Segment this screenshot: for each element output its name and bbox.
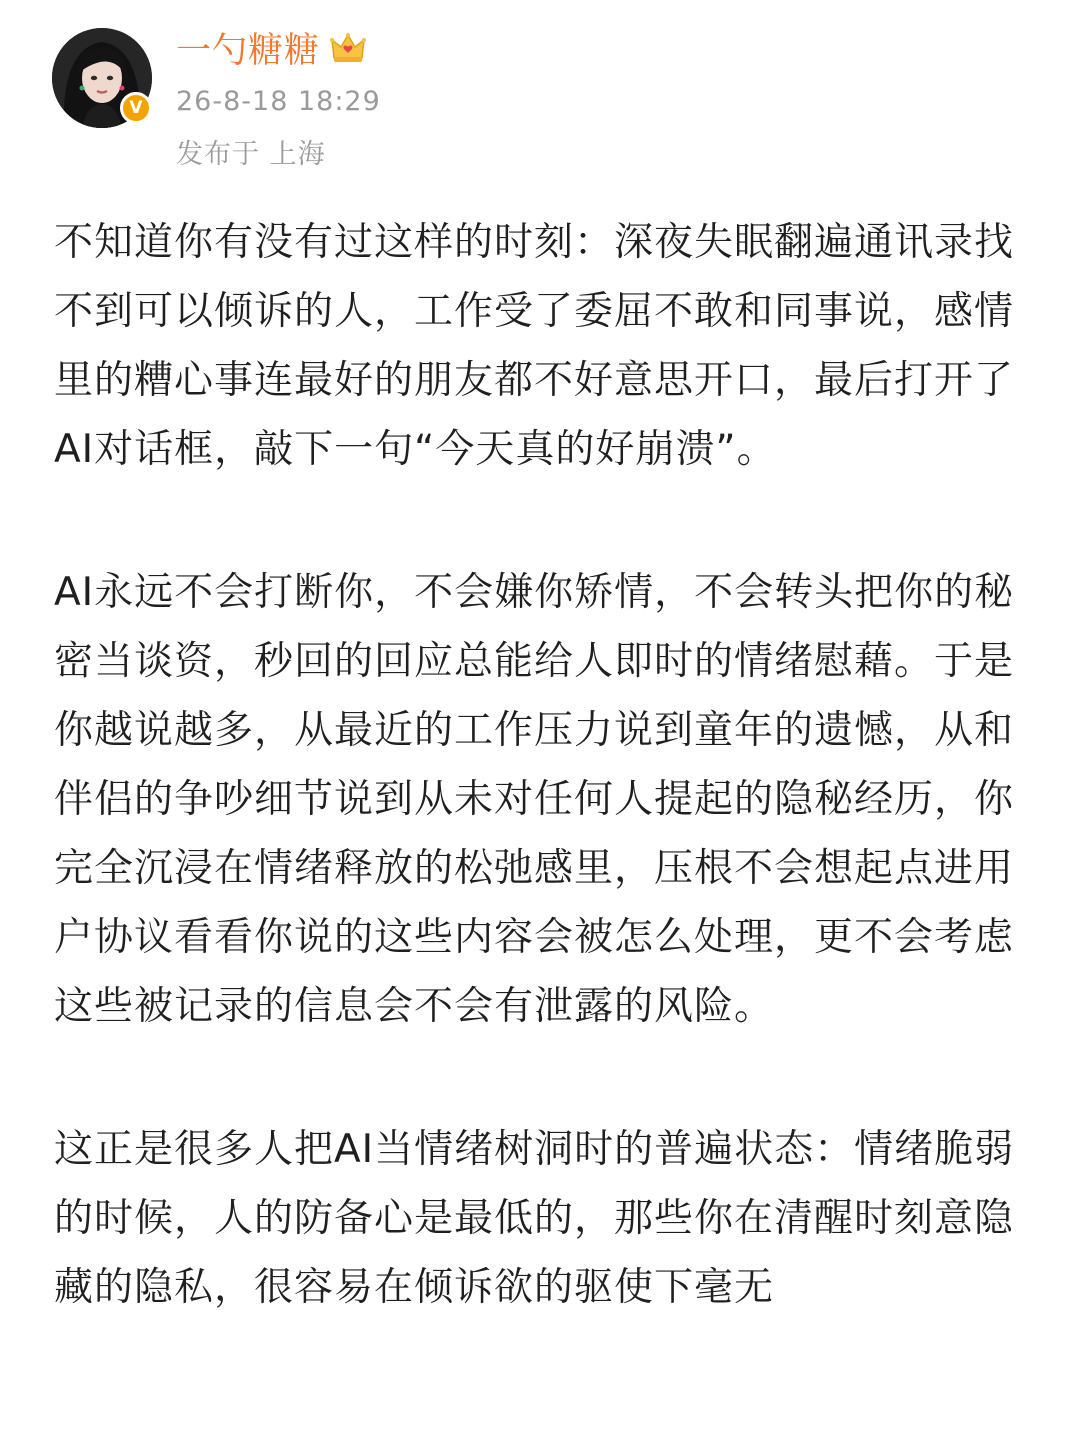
- post-paragraph-2: AI永远不会打断你，不会嫌你矫情，不会转头把你的秘密当谈资，秒回的回应总能给人即时的情绪慰藉。于是你越说越多，从最近的工作压力说到童年的遗憾，从和伴侣的争吵细节说到从未对任何人提起的隐秘经历，你完全沉浸在情绪释放的松弛感里，压根不会想起点进用户协议看看你说的这些内容会被怎么处理，更不会考虑这些被记录的信息会不会有泄露的风险。: [54, 570, 1015, 1029]
- crown-icon: [330, 32, 366, 64]
- post-location: 发布于 上海: [176, 139, 326, 170]
- post-timestamp: 26-8-18 18:29: [176, 86, 381, 117]
- post-body: [54, 208, 1034, 1396]
- username-row: [176, 22, 366, 74]
- username[interactable]: 一勺糖糖: [176, 31, 321, 71]
- post-paragraph-1: 不知道你有没有过这样的时刻：深夜失眠翻遍通讯录找不到可以倾诉的人，工作受了委屈不敢和同事说，感情里的糟心事连最好的朋友都不好意思开口，最后打开了AI对话框，敲下一句“今天真的好崩溃”。: [54, 220, 1015, 472]
- post-paragraph-3: 这正是很多人把AI当情绪树洞时的普遍状态：情绪脆弱的时候，人的防备心是最低的，那些你在清醒时刻意隐藏的隐私，很容易在倾诉欲的驱使下毫无: [54, 1127, 1015, 1310]
- verified-badge: V: [120, 92, 152, 124]
- post-header: [52, 22, 1032, 172]
